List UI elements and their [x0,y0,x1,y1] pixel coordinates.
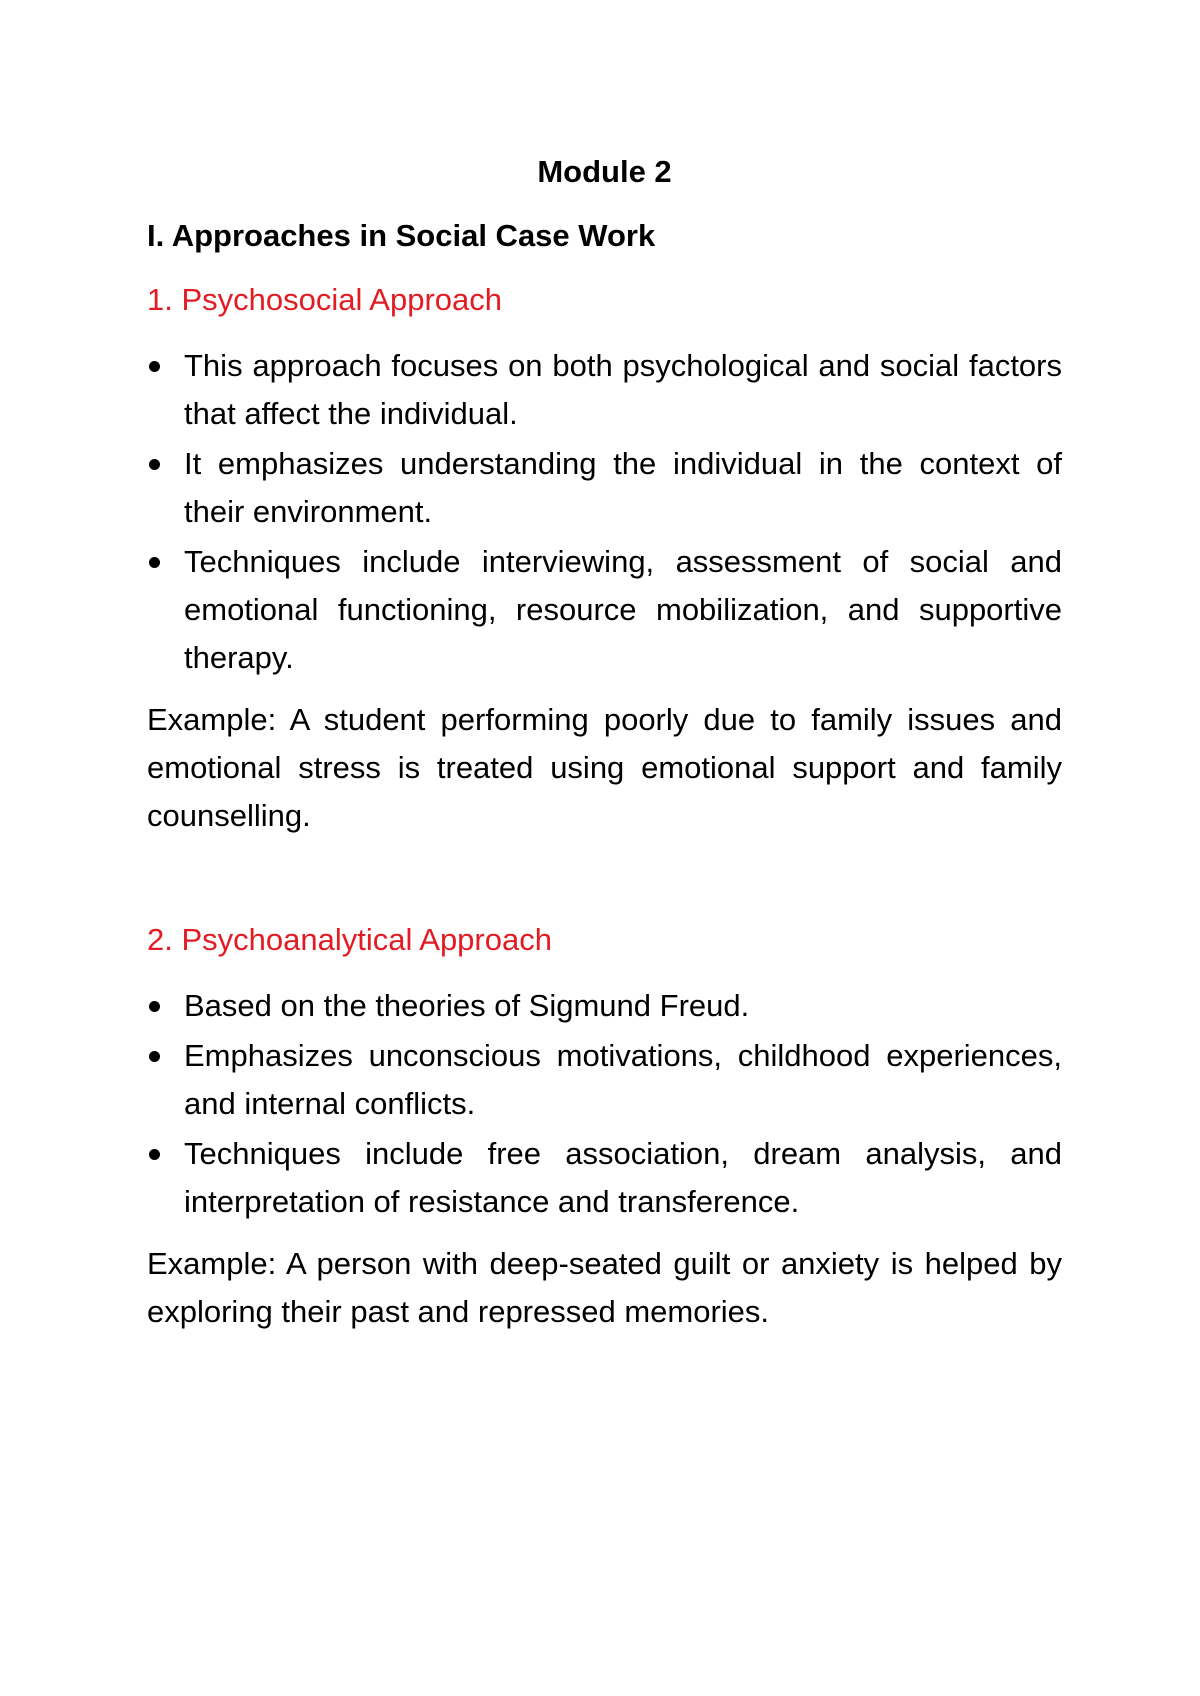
approach-heading-psychoanalytical: 2. Psychoanalytical Approach [147,922,552,957]
bullet-icon [149,361,160,372]
bullet-icon [149,1149,160,1160]
list-item-text: This approach focuses on both psychological and social factors that affect the individual. [184,348,1062,431]
section-heading: I. Approaches in Social Case Work [147,218,656,253]
list-item [147,538,1062,682]
bullet-list-psychoanalytical [147,982,1062,1226]
list-item [147,342,1062,438]
list-item-text: Based on the theories of Sigmund Freud. [184,988,750,1023]
example-paragraph-psychoanalytical: Example: A person with deep-seated guilt or anxiety is helped by exploring their past and repressed memories. [147,1246,1062,1329]
list-item-text: Techniques include free association, dream analysis, and interpretation of resistance and transference. [184,1136,1062,1219]
document-body [147,148,1062,1336]
list-item [147,440,1062,536]
approach-heading-psychosocial: 1. Psychosocial Approach [147,282,502,317]
list-item-text: It emphasizes understanding the individual in the context of their environment. [184,446,1062,529]
list-item-text: Emphasizes unconscious motivations, childhood experiences, and internal conflicts. [184,1038,1062,1121]
list-item [147,1130,1062,1226]
bullet-icon [149,1051,160,1062]
list-item [147,1032,1062,1128]
bullet-icon [149,459,160,470]
bullet-list-psychosocial [147,342,1062,682]
example-paragraph-psychosocial: Example: A student performing poorly due to family issues and emotional stress is treated using emotional support and family counselling. [147,702,1062,833]
list-item-text: Techniques include interviewing, assessment of social and emotional functioning, resource mobilization, and supportive therapy. [184,544,1062,675]
module-title: Module 2 [537,154,672,189]
list-item [147,982,1062,1030]
bullet-icon [149,1001,160,1012]
bullet-icon [149,557,160,568]
